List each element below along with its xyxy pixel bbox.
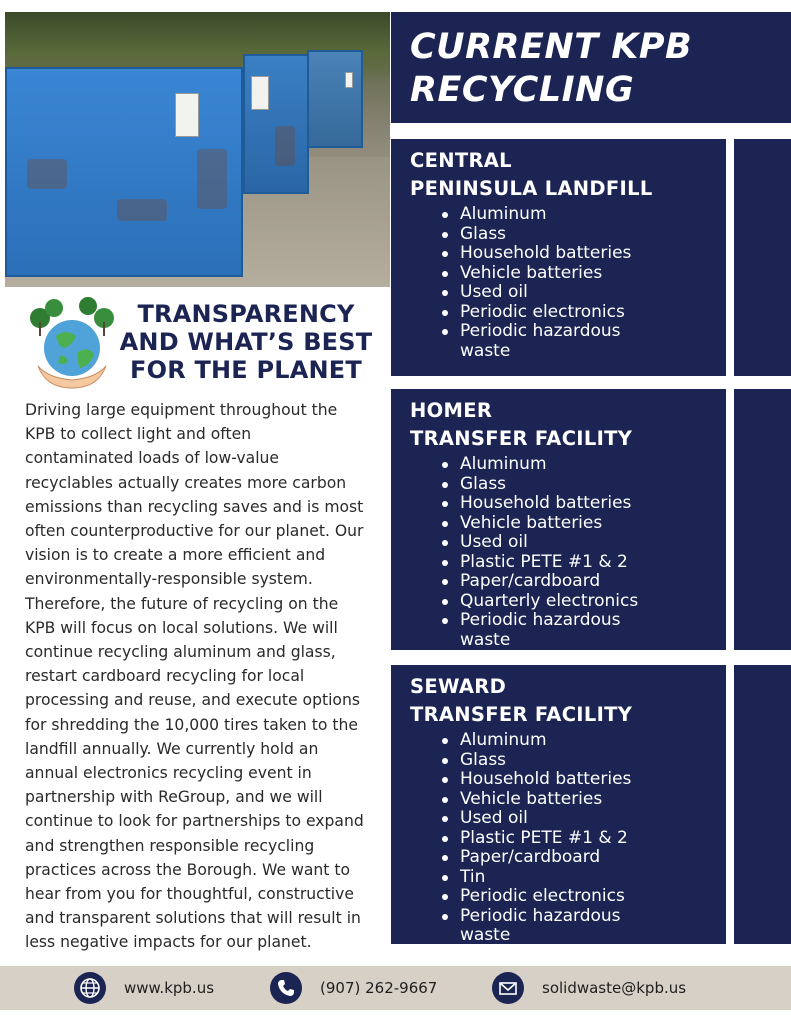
section-central-peninsula-landfill — [391, 139, 726, 376]
body-line: Therefore, the future of recycling on the — [25, 594, 339, 613]
list-item: Periodic hazardous waste — [440, 907, 645, 946]
body-line: hear from you for thoughtful, constructive — [25, 885, 354, 904]
list-item: Aluminum — [440, 731, 726, 751]
section-title: SEWARD — [410, 675, 507, 698]
footer-email[interactable] — [492, 966, 686, 1010]
body-line: continue to look for partnerships to expand — [25, 812, 364, 831]
footer-phone[interactable] — [270, 966, 437, 1010]
list-item: Tin — [440, 868, 726, 888]
list-item: Aluminum — [440, 455, 726, 475]
body-line: for shredding the 10,000 tires taken to the — [25, 715, 358, 734]
body-line: partnership with ReGroup, and we will — [25, 788, 323, 807]
dumpster-middle — [243, 54, 309, 194]
website-link[interactable]: www.kpb.us — [124, 979, 215, 997]
list-item: Plastic PETE #1 & 2 — [440, 553, 726, 573]
section-title: CENTRAL — [410, 149, 512, 172]
dumpsters-photo — [5, 12, 390, 287]
body-line: emissions than recycling saves and is most — [25, 497, 364, 516]
headline-line: FOR THE PLANET — [130, 356, 362, 384]
globe-icon — [74, 972, 106, 1004]
headline — [118, 300, 374, 384]
divider-bar — [726, 147, 734, 1015]
body-line: vision is to create a more efficient and — [25, 546, 326, 565]
dumpster-far — [307, 50, 363, 148]
phone-icon — [270, 972, 302, 1004]
list-item: Used oil — [440, 809, 726, 829]
body-line: landfill annually. We currently hold an — [25, 739, 319, 758]
body-line: and transparent solutions that will result in — [25, 909, 361, 928]
body-line: KPB will focus on local solutions. We will — [25, 618, 338, 637]
title-banner — [391, 12, 791, 123]
body-line: processing and reuse, and execute options — [25, 691, 360, 710]
list-item: Vehicle batteries — [440, 264, 726, 284]
body-line: less negative impacts for our planet. — [25, 933, 312, 952]
list-item: Periodic hazardous waste — [440, 611, 645, 650]
footer-website[interactable] — [74, 966, 214, 1010]
body-line: often counterproductive for our planet. Our — [25, 522, 364, 541]
list-item: Household batteries — [440, 770, 726, 790]
phone-number[interactable]: (907) 262-9667 — [320, 979, 438, 997]
list-item: Glass — [440, 225, 726, 245]
list-item: Used oil — [440, 283, 726, 303]
body-paragraph — [25, 398, 381, 955]
earth-hands-icon — [26, 296, 118, 391]
list-item: Glass — [440, 475, 726, 495]
recycling-list — [440, 205, 726, 361]
list-item: Glass — [440, 751, 726, 771]
body-line: continue recycling aluminum and glass, — [25, 643, 336, 662]
section-title: PENINSULA LANDFILL — [410, 177, 653, 200]
section-title: TRANSFER FACILITY — [410, 427, 633, 450]
list-item: Quarterly electronics — [440, 592, 726, 612]
headline-line: AND WHAT’S BEST — [119, 328, 373, 356]
list-item: Periodic electronics — [440, 303, 726, 323]
list-item: Vehicle batteries — [440, 790, 726, 810]
list-item: Paper/cardboard — [440, 572, 726, 592]
section-edge — [734, 139, 791, 376]
body-line: KPB to collect light and often — [25, 425, 252, 444]
section-title: HOMER — [410, 399, 493, 422]
list-item: Used oil — [440, 533, 726, 553]
page-title-line: CURRENT KPB — [410, 27, 693, 67]
body-line: environmentally-responsible system. — [25, 570, 313, 589]
list-item: Periodic hazardous waste — [440, 322, 645, 361]
body-line: recyclables actually creates more carbon — [25, 473, 347, 492]
section-homer-transfer-facility — [391, 389, 726, 650]
list-item: Household batteries — [440, 494, 726, 514]
dumpster-front — [5, 67, 243, 277]
list-item: Paper/cardboard — [440, 848, 726, 868]
list-item: Aluminum — [440, 205, 726, 225]
body-line: Driving large equipment throughout the — [25, 401, 338, 419]
section-title: TRANSFER FACILITY — [410, 703, 633, 726]
body-line: practices across the Borough. We want to — [25, 860, 351, 879]
list-item: Periodic electronics — [440, 887, 726, 907]
section-edge — [734, 665, 791, 944]
list-item: Household batteries — [440, 244, 726, 264]
recycling-list — [440, 455, 726, 650]
body-line: annual electronics recycling event in — [25, 764, 312, 783]
page-title-line: RECYCLING — [410, 70, 635, 110]
list-item: Plastic PETE #1 & 2 — [440, 829, 726, 849]
envelope-icon — [492, 972, 524, 1004]
section-edge — [734, 389, 791, 650]
footer-contact-bar — [0, 966, 791, 1010]
body-line: and strengthen responsible recycling — [25, 836, 315, 855]
list-item: Vehicle batteries — [440, 514, 726, 534]
body-line: restart cardboard recycling for local — [25, 667, 305, 686]
body-line: contaminated loads of low-value — [25, 449, 280, 468]
section-seward-transfer-facility — [391, 665, 726, 944]
headline-line: TRANSPARENCY — [137, 300, 355, 328]
recycling-list — [440, 731, 726, 946]
email-link[interactable]: solidwaste@kpb.us — [542, 979, 687, 997]
